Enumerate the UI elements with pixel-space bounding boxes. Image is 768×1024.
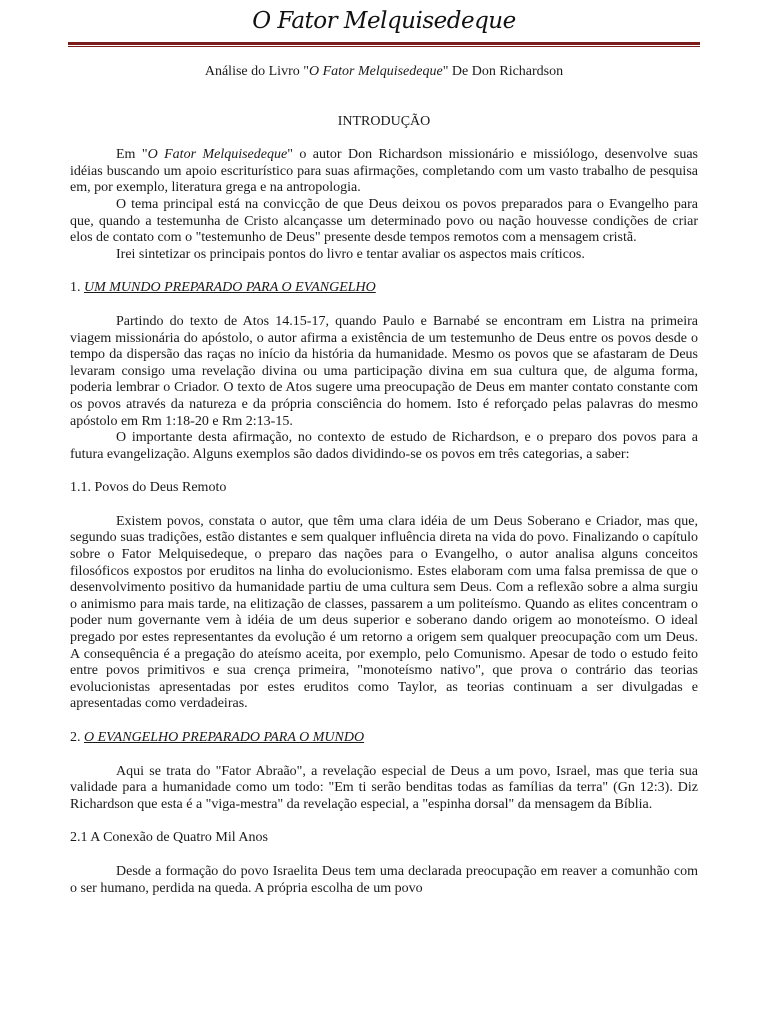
section-1-paragraph-2: O importante desta afirmação, no contexto de estudo de Richardson, e o preparo dos povos para a futura evangelização. Alguns exemplos são dados dividindo-se os povos em três categorias, a saber: [70, 430, 698, 462]
document-subtitle: Análise do Livro "O Fator Melquisedeque" De Don Richardson [204, 64, 564, 79]
header-rule-thin [68, 46, 700, 47]
section-1-1-paragraph-1: Existem povos, constata o autor, que têm uma clara idéia de um Deus Soberano e Criador, mas que, segundo suas tradições, estão distantes e sem qualquer influência direta na vida do povo. Finalizando o capítulo sobre o Fator Melquisedeque, o preparo das nações para o Evangelho, o autor analisa alguns conceitos filosóficos expostos por eruditos na linha do evolucionismo. Estes elaboram com uma falsa premissa de que o desenvolvimento positivo da humanidade partiu de uma cultura sem Deus. Com a reflexão sobre a alma surgiu o animismo para mais tarde, na elitização de classes, passarem a um politeísmo. Quando as elites concentram o poder num governante vem à idéia de um deus superior e soberano dando origem ao monoteísmo. O ideal pregado por estes representantes da evolução é um retorno a origem sem qualquer preocupação com um Deus. A consequência é a pregação do ateísmo aceita, por exemplo, pelo Comunismo. Apesar de todo o estudo feito entre povos primitivos e sua crença primeira, "monoteísmo nativo", que prova o contrário das teorias evolucionistas apresentadas por estes eruditos como Taylor, as teorias continuam a ser divulgadas e apresentadas como verdadeiras. [70, 513, 698, 712]
section-2-1-paragraph-1: Desde a formação do povo Israelita Deus tem uma declarada preocupação em reaver a comunhão com o ser humano, perdida na queda. A própria escolha de um povo [70, 863, 698, 896]
intro-paragraph-3: Irei sintetizar os principais pontos do livro e tentar avaliar os aspectos mais críticos. [116, 246, 585, 262]
section-1-paragraph-1: Partindo do texto de Atos 14.15-17, quando Paulo e Barnabé se encontram em Listra na primeira viagem missionária do apóstolo, o autor afirma a existência de um testemunho de Deus entre os povos desde o tempo da dispersão das raças no início da história da humanidade. Mesmo os povos que se afastaram de Deus levaram consigo uma revelação divina ou uma participação divina em sua cultura que, de alguma forma, poderia lembrar o Criador. O texto de Atos sugere uma preocupação de Deus em manter contato constante com os povos através da natureza e da própria consciência do homem. Isto é reforçado pelas palavras do mesmo apóstolo em Rm 1:18-20 e Rm 2:13-15. [70, 313, 698, 429]
intro-paragraph-1: Em "O Fator Melquisedeque" o autor Don Richardson missionário e missiólogo, desenvolve suas idéias buscando um apoio escriturístico para suas afirmações, completando com um vasto trabalho de pesquisa em, por exemplo, literatura grega e na antropologia. [70, 147, 699, 196]
section-2-heading: 2. O EVANGELHO PREPARADO PARA O MUNDO [70, 730, 365, 745]
intro-heading: INTRODUÇÃO [337, 113, 431, 129]
section-1-1-heading: 1.1. Povos do Deus Remoto [70, 480, 227, 496]
header-rule-thick [68, 42, 700, 45]
section-1-heading: 1. UM MUNDO PREPARADO PARA O EVANGELHO [70, 280, 376, 296]
intro-paragraph-2: O tema principal está na convicção de que Deus deixou os povos preparados para o Evangelho para que, quando a testemunha de Cristo alcançasse um determinado povo ou nação houvesse condições de criar elos de contato com o "testemunho de Deus" presente desde tempos remotos com a mensagem cristã. [70, 196, 698, 246]
section-2-paragraph-1: Aqui se trata do "Fator Abraão", a revelação especial de Deus a um povo, Israel, mas que teria sua validade para a humanidade como um todo: "Em ti serão benditas todas as famílias da terra" (Gn 12:3). Diz Richardson que esta é a "viga-mestra" da revelação especial, a "espinha dorsal" da mensagem da Bíblia. [70, 763, 698, 812]
running-header-title: O Fator Melquisedeque [252, 8, 516, 34]
section-2-1-heading: 2.1 A Conexão de Quatro Mil Anos [70, 830, 268, 846]
document-body [70, 64, 698, 897]
